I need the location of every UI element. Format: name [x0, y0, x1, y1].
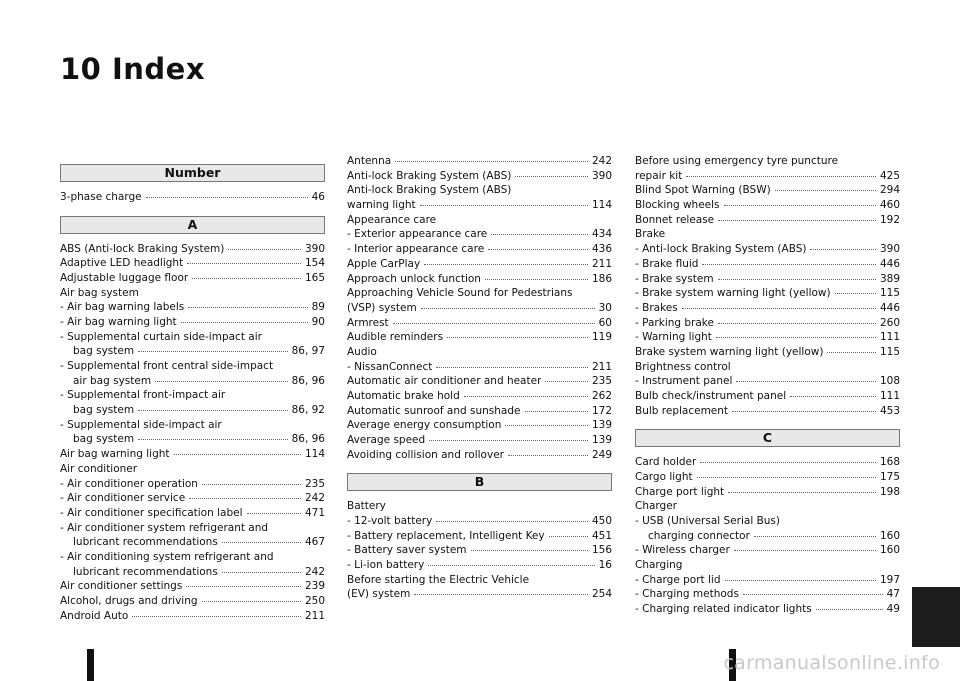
dot-leader — [429, 440, 588, 441]
dot-leader — [189, 498, 301, 499]
dot-leader — [414, 594, 588, 595]
entry-page: 425 — [879, 169, 900, 182]
index-entry — [635, 302, 900, 316]
entry-page: 197 — [879, 573, 900, 586]
dot-leader — [228, 249, 301, 250]
dot-leader — [202, 601, 301, 602]
entry-text: Automatic sunroof and sunshade — [347, 404, 521, 417]
dot-leader — [471, 550, 588, 551]
index-entry — [347, 434, 612, 448]
entry-page: 156 — [591, 544, 612, 557]
entry-text: charging connector — [648, 529, 750, 542]
dot-leader — [202, 484, 301, 485]
index-entry — [635, 199, 900, 213]
entry-text: Antenna — [347, 155, 392, 167]
entry-text: Approach unlock function — [347, 272, 481, 285]
dot-leader — [682, 308, 876, 309]
entry-page: 235 — [304, 477, 325, 490]
index-entry — [635, 273, 900, 287]
entry-page: 434 — [591, 228, 612, 241]
entry-text: - Interior appearance care — [347, 243, 485, 256]
index-entry — [60, 375, 325, 389]
entry-page: 160 — [879, 529, 900, 542]
entry-text: - Brake fluid — [635, 257, 699, 270]
index-heading: Before starting the Electric Vehicle — [347, 573, 530, 586]
dot-leader — [702, 264, 876, 265]
entry-text: warning light — [347, 199, 416, 212]
entry-page: 211 — [304, 609, 325, 622]
entry-text: Blocking wheels — [635, 199, 720, 212]
dot-leader — [700, 462, 876, 463]
index-entry — [347, 361, 612, 375]
entry-page: 49 — [886, 603, 900, 616]
entry-page: 242 — [304, 565, 325, 578]
entry-page: 250 — [304, 595, 325, 607]
index-entry — [635, 603, 900, 617]
entry-text: Average energy consumption — [347, 419, 502, 432]
index-entry — [347, 515, 612, 529]
entry-text: - Air bag warning labels — [60, 301, 185, 314]
entry-page: 114 — [304, 448, 325, 461]
entry-text: Avoiding collision and rollover — [347, 448, 504, 461]
entry-page: 390 — [304, 242, 325, 255]
index-entry — [347, 273, 612, 287]
entry-text: - Wireless charger — [635, 544, 730, 557]
index-entry — [635, 317, 900, 331]
entry-text: - Brake system warning light (yellow) — [635, 287, 831, 300]
chapter-tab — [912, 587, 960, 647]
index-entry — [60, 272, 325, 286]
entry-text: lubricant recommendations — [73, 536, 218, 549]
index-entry — [347, 544, 612, 558]
dot-leader — [138, 439, 288, 440]
entry-text: - Instrument panel — [635, 375, 733, 388]
dot-leader — [515, 176, 588, 177]
index-heading: - Air conditioner system refrigerant and — [60, 521, 269, 534]
entry-text: Air bag warning light — [60, 448, 170, 461]
index-heading: - USB (Universal Serial Bus) — [635, 514, 780, 527]
index-entry — [635, 405, 900, 419]
index-entry — [347, 375, 612, 389]
dot-leader — [247, 513, 301, 514]
index-entry — [60, 595, 325, 609]
entry-page: 139 — [591, 419, 612, 432]
dot-leader — [725, 580, 876, 581]
dot-leader — [155, 381, 288, 382]
entry-page: 111 — [879, 390, 900, 402]
dot-leader — [132, 616, 301, 617]
section-header: Number — [60, 164, 325, 182]
entry-text: - Battery saver system — [347, 544, 467, 557]
entry-text: - Charging related indicator lights — [635, 603, 812, 616]
dot-leader — [174, 454, 301, 455]
index-entry — [635, 471, 900, 485]
dot-leader — [734, 550, 876, 551]
index-entry — [635, 574, 900, 588]
entry-text: repair kit — [635, 169, 683, 182]
dot-leader — [420, 205, 588, 206]
entry-page: 211 — [591, 257, 612, 270]
entry-page: 168 — [879, 456, 900, 469]
entry-page: 446 — [879, 301, 900, 314]
index-entry — [347, 405, 612, 419]
index-entry — [60, 191, 325, 205]
entry-page: 235 — [591, 375, 612, 388]
dot-leader — [181, 322, 308, 323]
entry-text: - Air bag warning light — [60, 315, 177, 328]
dot-leader — [525, 411, 588, 412]
dot-leader — [549, 536, 588, 537]
entry-page: 198 — [879, 485, 900, 498]
index-entry — [347, 449, 612, 463]
entry-page: 160 — [879, 544, 900, 557]
index-entry — [60, 507, 325, 521]
entry-page: 239 — [304, 580, 325, 593]
index-heading: - Supplemental front central side-impact — [60, 360, 274, 372]
entry-page: 86, 96 — [291, 374, 325, 387]
entry-text: - Battery replacement, Intelligent Key — [347, 529, 545, 542]
entry-page: 390 — [879, 243, 900, 256]
dot-leader — [424, 264, 588, 265]
dot-leader — [222, 542, 301, 543]
dot-leader — [505, 425, 588, 426]
entry-text: - Air conditioner specification label — [60, 506, 243, 519]
entry-page: 389 — [879, 272, 900, 285]
entry-text: Alcohol, drugs and driving — [60, 595, 198, 607]
dot-leader — [138, 410, 288, 411]
entry-text: Automatic brake hold — [347, 390, 460, 402]
index-entry — [347, 228, 612, 242]
entry-page: 242 — [304, 492, 325, 505]
entry-text: Audible reminders — [347, 331, 444, 344]
index-heading: - Supplemental side-impact air — [60, 418, 222, 431]
entry-text: Cargo light — [635, 470, 693, 483]
dot-leader — [491, 234, 588, 235]
entry-page: 115 — [879, 287, 900, 300]
index-entry — [635, 184, 900, 198]
entry-page: 262 — [591, 390, 612, 402]
dot-leader — [718, 220, 876, 221]
entry-page: 114 — [591, 199, 612, 212]
entry-text: Apple CarPlay — [347, 257, 421, 270]
dot-leader — [686, 176, 876, 177]
entry-text: - NissanConnect — [347, 360, 433, 373]
index-heading: Brake — [635, 228, 666, 241]
watermark: carmanualsonline.info — [723, 652, 940, 674]
dot-leader — [743, 594, 883, 595]
index-entry — [347, 170, 612, 184]
dot-leader — [393, 323, 595, 324]
index-entry — [347, 155, 612, 169]
entry-text: Brake system warning light (yellow) — [635, 345, 824, 358]
dot-leader — [485, 279, 588, 280]
entry-text: air bag system — [73, 374, 152, 387]
entry-text: Average speed — [347, 434, 426, 447]
index-entry — [635, 243, 900, 257]
entry-page: 242 — [591, 155, 612, 167]
entry-page: 294 — [879, 184, 900, 197]
dot-leader — [728, 492, 876, 493]
index-entry — [635, 331, 900, 345]
page-edge-mark-left — [87, 649, 94, 681]
entry-page: 186 — [591, 272, 612, 285]
page-title: 10 Index — [60, 52, 206, 86]
entry-text: 3-phase charge — [60, 191, 142, 203]
entry-text: Android Auto — [60, 609, 129, 622]
entry-page: 111 — [879, 331, 900, 344]
dot-leader — [775, 190, 876, 191]
entry-page: 119 — [591, 331, 612, 344]
entry-text: - Charge port lid — [635, 573, 721, 586]
index-heading: - Supplemental curtain side-impact air — [60, 330, 262, 343]
entry-page: 471 — [304, 506, 325, 519]
section-header: A — [60, 216, 325, 234]
dot-leader — [436, 367, 588, 368]
index-entry — [60, 448, 325, 462]
index-entry — [635, 588, 900, 602]
entry-text: - Exterior appearance care — [347, 228, 488, 241]
index-entry — [347, 530, 612, 544]
entry-text: Adjustable luggage floor — [60, 271, 189, 284]
index-entry — [347, 302, 612, 316]
index-entry — [347, 588, 612, 602]
entry-page: 154 — [304, 257, 325, 270]
dot-leader — [816, 609, 883, 610]
index-entry — [60, 492, 325, 506]
index-entry — [635, 346, 900, 360]
entry-page: 115 — [879, 345, 900, 358]
dot-leader — [395, 161, 588, 162]
index-heading: Charger — [635, 500, 677, 513]
index-entry — [60, 404, 325, 418]
entry-page: 90 — [311, 315, 325, 328]
index-heading: Air conditioner — [60, 462, 138, 475]
entry-text: - Warning light — [635, 331, 712, 344]
entry-text: - Air conditioner service — [60, 492, 186, 505]
dot-leader — [827, 352, 875, 353]
entry-page: 260 — [879, 316, 900, 329]
entry-text: - Parking brake — [635, 316, 714, 329]
index-heading: Audio — [347, 345, 377, 358]
entry-text: - Charging methods — [635, 588, 739, 601]
entry-text: - 12-volt battery — [347, 514, 433, 527]
entry-text: Anti-lock Braking System (ABS) — [347, 169, 512, 182]
entry-text: (VSP) system — [347, 301, 417, 314]
dot-leader — [436, 521, 588, 522]
entry-text: - Li-ion battery — [347, 559, 425, 571]
entry-text: Automatic air conditioner and heater — [347, 375, 542, 388]
index-entry — [60, 316, 325, 330]
index-entry — [60, 566, 325, 580]
index-entry — [635, 486, 900, 500]
index-entry — [635, 390, 900, 404]
index-entry — [347, 258, 612, 272]
index-entry — [60, 610, 325, 624]
dot-leader — [187, 263, 301, 264]
index-entry — [60, 478, 325, 492]
dot-leader — [697, 477, 876, 478]
entry-text: Charge port light — [635, 485, 725, 498]
index-entry — [635, 530, 900, 544]
entry-page: 249 — [591, 448, 612, 461]
index-entry — [60, 536, 325, 550]
entry-text: (EV) system — [347, 588, 411, 601]
entry-text: - Air conditioner operation — [60, 477, 198, 490]
index-entry — [347, 317, 612, 331]
index-entry — [635, 375, 900, 389]
entry-text: Adaptive LED headlight — [60, 257, 184, 270]
index-entry — [635, 258, 900, 272]
index-entry — [60, 243, 325, 257]
index-entry — [347, 243, 612, 257]
entry-text: bag system — [73, 345, 135, 358]
entry-page: 60 — [598, 316, 612, 329]
entry-page: 451 — [591, 529, 612, 542]
dot-leader — [421, 308, 595, 309]
dot-leader — [464, 396, 588, 397]
entry-page: 86, 97 — [291, 345, 325, 358]
index-entry — [635, 170, 900, 184]
index-column-2 — [347, 155, 612, 603]
dot-leader — [428, 565, 594, 566]
entry-text: - Brakes — [635, 301, 678, 314]
entry-page: 460 — [879, 199, 900, 212]
entry-text: - Anti-lock Braking System (ABS) — [635, 243, 807, 256]
index-heading: Air bag system — [60, 286, 139, 299]
index-heading: Anti-lock Braking System (ABS) — [347, 184, 512, 197]
index-column-1 — [60, 155, 325, 624]
index-entry — [60, 301, 325, 315]
index-heading: Battery — [347, 500, 386, 513]
entry-page: 172 — [591, 404, 612, 417]
entry-page: 30 — [598, 301, 612, 314]
entry-page: 89 — [311, 301, 325, 314]
index-entry — [60, 257, 325, 271]
index-heading: Charging — [635, 559, 683, 571]
entry-text: bag system — [73, 404, 135, 417]
dot-leader — [188, 307, 307, 308]
entry-text: lubricant recommendations — [73, 565, 218, 578]
entry-page: 453 — [879, 404, 900, 417]
entry-text: Bulb check/instrument panel — [635, 390, 787, 402]
dot-leader — [192, 278, 301, 279]
dot-leader — [732, 411, 876, 412]
entry-text: Bulb replacement — [635, 404, 729, 417]
entry-page: 139 — [591, 434, 612, 447]
entry-page: 86, 96 — [291, 433, 325, 446]
index-heading: Appearance care — [347, 213, 437, 226]
entry-text: - Brake system — [635, 272, 714, 285]
dot-leader — [138, 351, 288, 352]
index-entry — [635, 287, 900, 301]
entry-text: bag system — [73, 433, 135, 446]
index-entry — [635, 214, 900, 228]
dot-leader — [488, 249, 588, 250]
entry-page: 16 — [598, 559, 612, 571]
entry-page: 86, 92 — [291, 404, 325, 417]
dot-leader — [718, 279, 876, 280]
index-entry — [635, 456, 900, 470]
entry-text: Bonnet release — [635, 213, 715, 226]
entry-page: 47 — [886, 588, 900, 601]
entry-page: 254 — [591, 588, 612, 601]
index-entry — [347, 419, 612, 433]
entry-page: 467 — [304, 536, 325, 549]
dot-leader — [447, 337, 588, 338]
dot-leader — [736, 381, 876, 382]
dot-leader — [835, 293, 876, 294]
section-header: C — [635, 429, 900, 447]
index-column-3 — [635, 155, 900, 618]
index-heading: Brightness control — [635, 360, 731, 373]
entry-page: 436 — [591, 243, 612, 256]
entry-text: ABS (Anti-lock Braking System) — [60, 242, 225, 255]
entry-page: 211 — [591, 360, 612, 373]
entry-page: 108 — [879, 375, 900, 388]
dot-leader — [718, 323, 876, 324]
index-entry — [60, 345, 325, 359]
entry-text: Armrest — [347, 316, 389, 329]
entry-page: 46 — [311, 191, 325, 203]
entry-text: Card holder — [635, 456, 697, 469]
index-entry — [347, 331, 612, 345]
entry-page: 175 — [879, 470, 900, 483]
section-header: B — [347, 473, 612, 491]
entry-page: 165 — [304, 271, 325, 284]
dot-leader — [810, 249, 875, 250]
index-entry — [60, 433, 325, 447]
dot-leader — [508, 455, 588, 456]
dot-leader — [186, 586, 301, 587]
index-entry — [347, 559, 612, 573]
index-entry — [347, 199, 612, 213]
entry-page: 390 — [591, 169, 612, 182]
dot-leader — [545, 381, 588, 382]
dot-leader — [790, 396, 876, 397]
dot-leader — [222, 572, 301, 573]
dot-leader — [146, 197, 308, 198]
entry-page: 192 — [879, 213, 900, 226]
index-entry — [635, 544, 900, 558]
index-heading: - Supplemental front-impact air — [60, 389, 226, 402]
index-heading: Approaching Vehicle Sound for Pedestrians — [347, 287, 573, 300]
entry-text: Blind Spot Warning (BSW) — [635, 184, 771, 197]
dot-leader — [716, 337, 876, 338]
index-heading: Before using emergency tyre puncture — [635, 155, 839, 167]
index-heading: - Air conditioning system refrigerant and — [60, 550, 274, 563]
index-entry — [347, 390, 612, 404]
dot-leader — [724, 205, 876, 206]
entry-page: 446 — [879, 257, 900, 270]
dot-leader — [754, 536, 876, 537]
index-entry — [60, 580, 325, 594]
entry-page: 450 — [591, 514, 612, 527]
entry-text: Air conditioner settings — [60, 580, 183, 593]
